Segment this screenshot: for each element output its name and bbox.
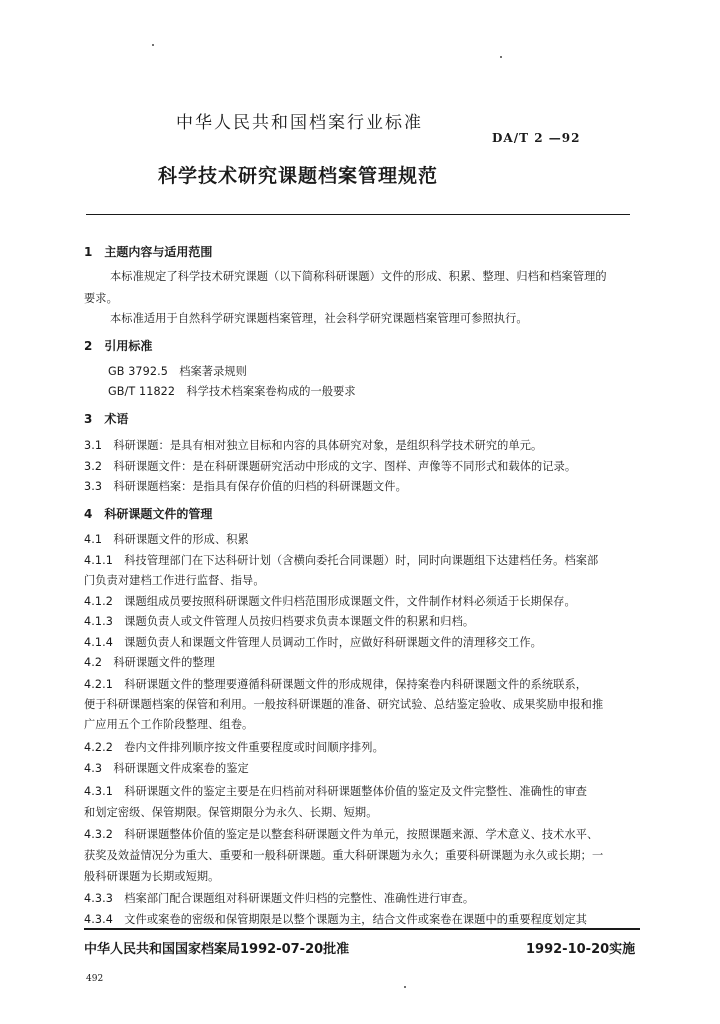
paragraph-line: 4.2.2 卷内文件排列顺序按文件重要程度或时间顺序排列。 [84, 741, 384, 754]
paragraph-line: 4.3.3 档案部门配合课题组对科研课题文件归档的完整性、准确性进行审查。 [84, 892, 475, 905]
section-heading: 2 引用标准 [84, 339, 153, 353]
paragraph-line: 广应用五个工作阶段整理、组卷。 [84, 718, 254, 731]
paragraph-line: 4.3.1 科研课题文件的鉴定主要是在归档前对科研课题整体价值的鉴定及文件完整性、准确性的审查 [84, 785, 588, 798]
page-number: 492 [86, 974, 104, 984]
paragraph-line: 4.3.4 文件或案卷的密级和保管期限是以整个课题为主，结合文件或案卷在课题中的重要程度划定其 [84, 913, 588, 926]
term-definition: 3.3 科研课题档案：是指具有保存价值的归档的科研课题文件。 [84, 480, 407, 493]
paragraph-line: 般科研课题为长期或短期。 [84, 870, 220, 883]
footer-rule [84, 928, 640, 930]
subsection-heading: 4.3 科研课题文件成案卷的鉴定 [84, 762, 249, 775]
reference-item: GB 3792.5 档案著录规则 [108, 365, 247, 378]
standard-code: DA/T 2 —92 [492, 131, 581, 145]
subsection-heading: 4.1 科研课题文件的形成、积累 [84, 533, 249, 546]
document-title: 科学技术研究课题档案管理规范 [158, 165, 439, 187]
section-heading: 3 术语 [84, 412, 129, 426]
paragraph-line: 4.1.4 课题负责人和课题文件管理人员调动工作时，应做好科研课题文件的清理移交工作。 [84, 636, 542, 649]
paragraph-line: 4.3.2 科研课题整体价值的鉴定是以整套科研课题文件为单元，按照课题来源、学术意义、技术水平、 [84, 828, 599, 841]
reference-item: GB/T 11822 科学技术档案案卷构成的一般要求 [108, 385, 356, 398]
header-rule [86, 214, 630, 215]
paragraph-line: 本标准规定了科学技术研究课题（以下简称科研课题）文件的形成、积累、整理、归档和档案管理的 [110, 270, 607, 283]
paragraph-line: 门负责对建档工作进行监督、指导。 [84, 574, 265, 587]
paragraph-line: 4.1.2 课题组成员要按照科研课题文件归档范围形成课题文件，文件制作材料必须适于长期保存。 [84, 595, 576, 608]
paragraph-line: 便于科研课题档案的保管和利用。一般按科研课题的准备、研究试验、总结鉴定验收、成果奖励申报和推 [84, 698, 604, 711]
term-definition: 3.2 科研课题文件：是在科研课题研究活动中形成的文字、图样、声像等不同形式和载体的记录。 [84, 460, 577, 473]
approval-line: 中华人民共和国国家档案局1992-07-20批准 [84, 942, 350, 957]
scan-speck [152, 44, 154, 46]
paragraph-line: 要求。 [84, 292, 118, 305]
scan-speck [404, 986, 406, 988]
paragraph-line: 和划定密级、保管期限。保管期限分为永久、长期、短期。 [84, 806, 378, 819]
effective-date: 1992-10-20实施 [526, 942, 636, 957]
paragraph-line: 4.1.3 课题负责人或文件管理人员按归档要求负责本课题文件的积累和归档。 [84, 615, 475, 628]
paragraph-line: 4.2.1 科研课题文件的整理要遵循科研课题文件的形成规律，保持案卷内科研课题文件的系统联系， [84, 678, 588, 691]
paragraph-line: 本标准适用于自然科学研究课题档案管理，社会科学研究课题档案管理可参照执行。 [110, 312, 528, 325]
subsection-heading: 4.2 科研课题文件的整理 [84, 656, 215, 669]
paragraph-line: 获奖及效益情况分为重大、重要和一般科研课题。重大科研课题为永久；重要科研课题为永久或长期；一 [84, 849, 604, 862]
section-heading: 1 主题内容与适用范围 [84, 245, 213, 259]
term-definition: 3.1 科研课题：是具有相对独立目标和内容的具体研究对象，是组织科学技术研究的单元。 [84, 439, 543, 452]
scan-speck [500, 56, 502, 58]
paragraph-line: 4.1.1 科技管理部门在下达科研计划（含横向委托合同课题）时，同时向课题组下达建档任务。档案部 [84, 554, 599, 567]
section-heading: 4 科研课题文件的管理 [84, 507, 213, 521]
standard-series-name: 中华人民共和国档案行业标准 [176, 113, 423, 133]
